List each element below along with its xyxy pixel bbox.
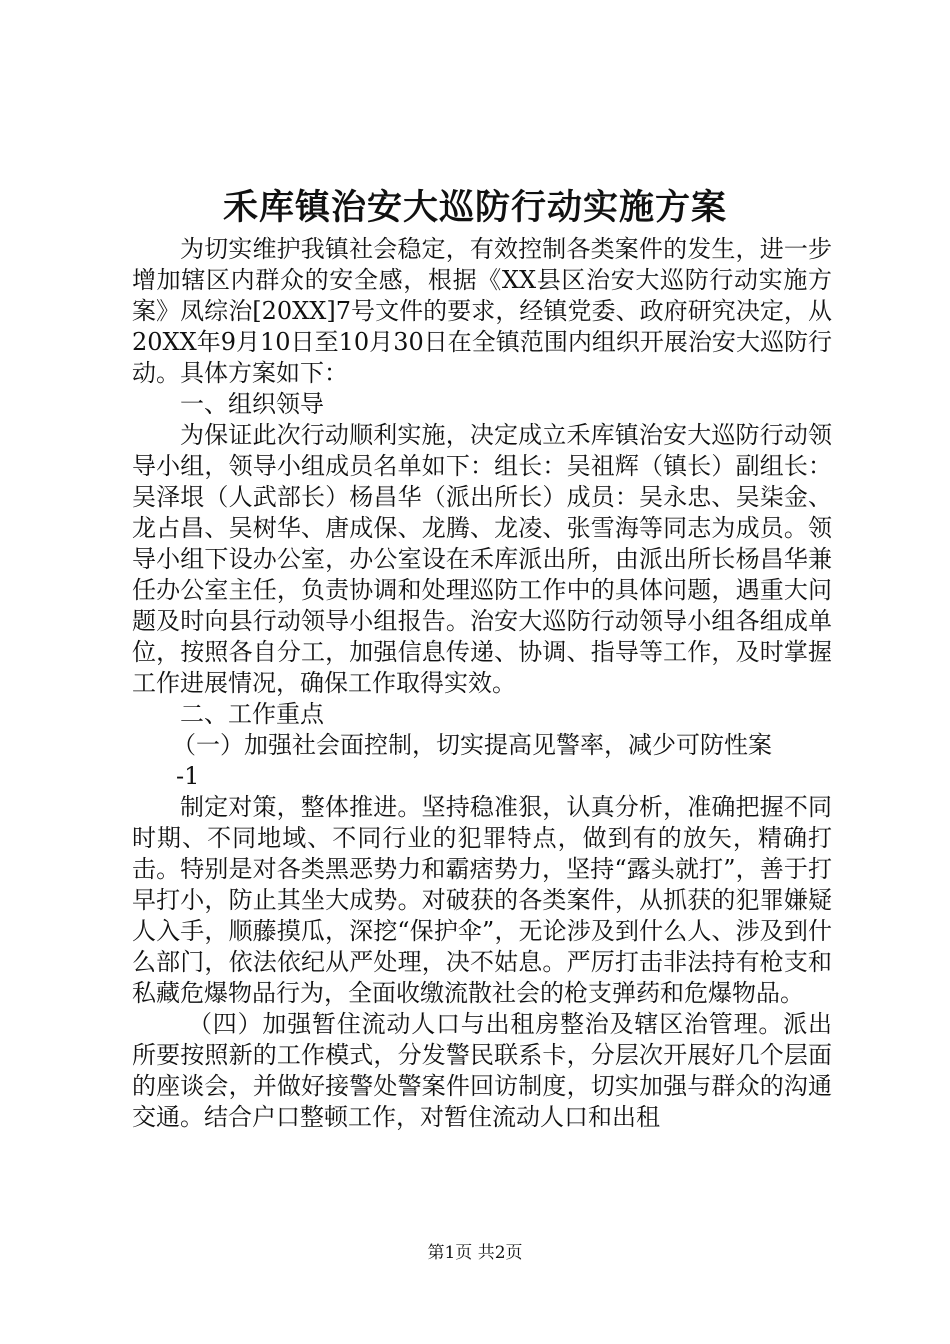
subsection-4-paragraph: （四）加强暂住流动人口与出租房整治及辖区治管理。派出所要按照新的工作模式，分发警民联系卡，分层次开展好几个层面的座谈会，并做好接警处警案件回访制度，切实加强与群众的沟通交通。结合户口整顿工作，对暂住流动人口和出租: [132, 1010, 832, 1131]
subsection-heading-1: （一）加强社会面控制，切实提高见警率，减少可防性案: [172, 731, 772, 759]
section-heading-organization: 一、组织领导: [180, 390, 324, 418]
strategy-paragraph: 制定对策，整体推进。坚持稳准狠，认真分析，准确把握不同时期、不同地域、不同行业的犯罪特点，做到有的放矢，精确打击。特别是对各类黑恶势力和霸痞势力，坚持“露头就打”，善于打早打小，防止其坐大成势。对破获的各类案件，从抓获的犯罪嫌疑人入手，顺藤摸瓜，深挖“保护伞”，无论涉及到什么人、涉及到什么部门，依法依纪从严处理，决不姑息。严厉打击非法持有枪支和私藏危爆物品行为，全面收缴流散社会的枪支弹药和危爆物品。: [132, 793, 832, 1007]
document-title: 禾库镇治安大巡防行动实施方案: [222, 187, 727, 228]
page-fragment-marker: -1: [176, 762, 200, 790]
section-heading-work-focus: 二、工作重点: [180, 700, 324, 728]
page-footer: 第1页 共2页: [427, 1243, 523, 1263]
intro-paragraph: 为切实维护我镇社会稳定，有效控制各类案件的发生，进一步增加辖区内群众的安全感，根据《XX县区治安大巡防行动实施方案》凤综治[20XX]7号文件的要求，经镇党委、政府研究决定，从20XX年9月10日至10月30日在全镇范围内组织开展治安大巡防行动。具体方案如下：: [132, 235, 832, 387]
organization-paragraph: 为保证此次行动顺利实施，决定成立禾库镇治安大巡防行动领导小组，领导小组成员名单如下：组长：吴祖辉（镇长）副组长：吴泽垠（人武部长）杨昌华（派出所长）成员：吴永忠、吴柒金、龙占昌、吴树华、唐成保、龙腾、龙凌、张雪海等同志为成员。领导小组下设办公室，办公室设在禾库派出所，由派出所长杨昌华兼任办公室主任，负责协调和处理巡防工作中的具体问题，遇重大问题及时向县行动领导小组报告。治安大巡防行动领导小组各组成单位，按照各自分工，加强信息传递、协调、指导等工作，及时掌握工作进展情况，确保工作取得实效。: [132, 421, 832, 697]
document-body: [132, 234, 832, 1133]
